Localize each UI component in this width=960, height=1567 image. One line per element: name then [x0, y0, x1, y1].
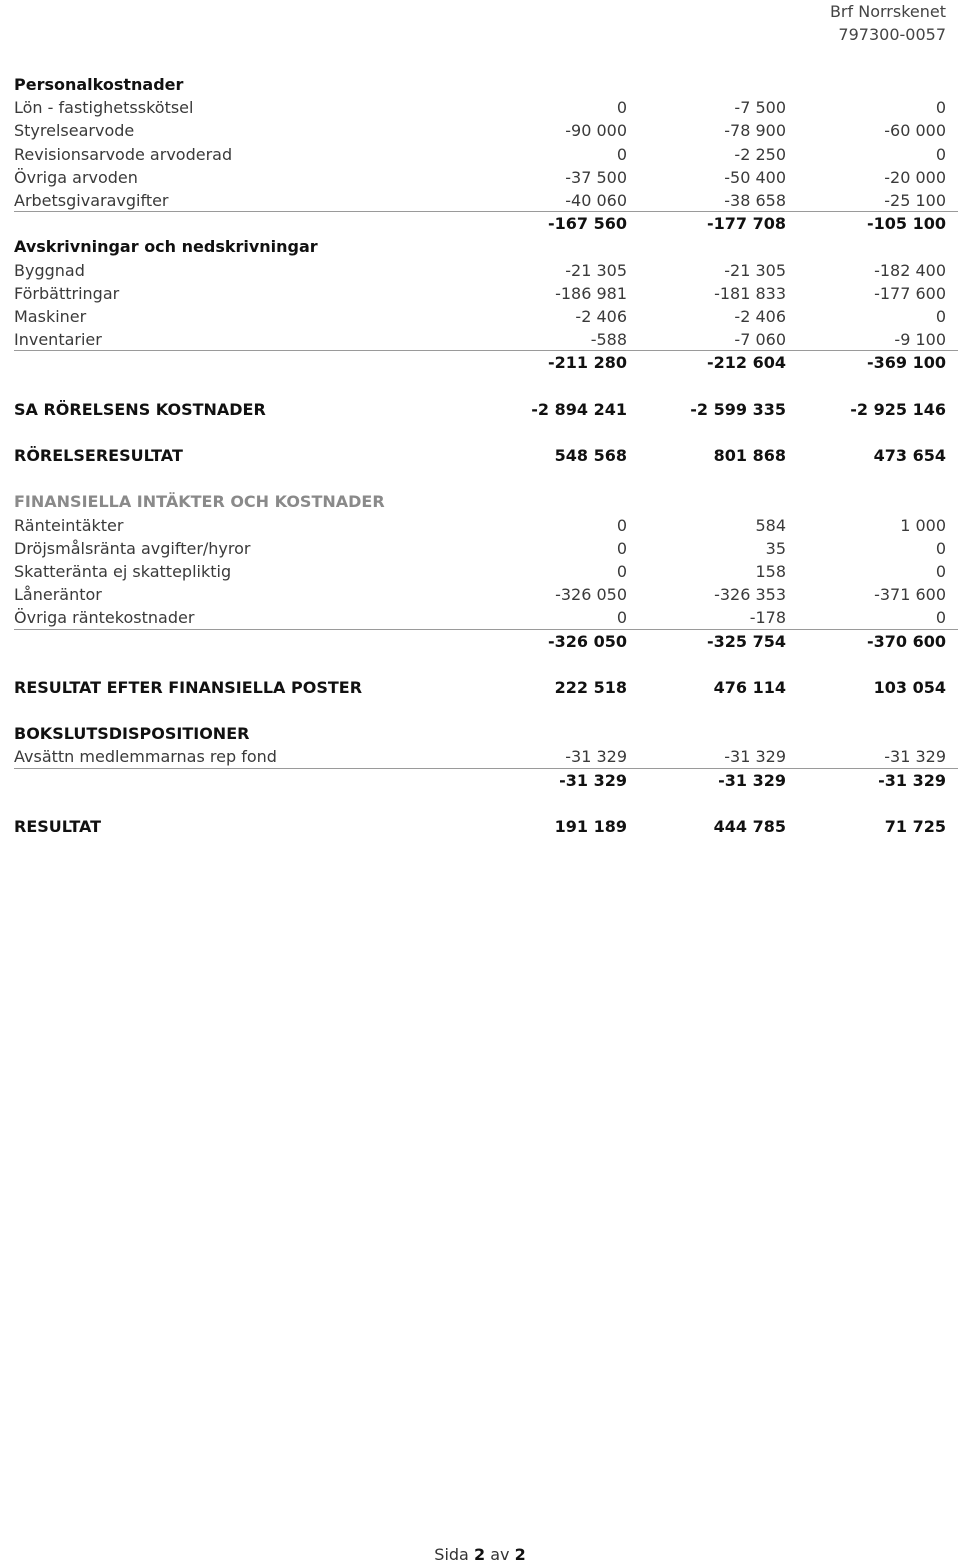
- line-item-value-col3: -60 000: [884, 121, 946, 141]
- section-total-row: [14, 212, 958, 235]
- line-item-value-col3: -25 100: [884, 190, 946, 210]
- line-item-value-col1: -37 500: [565, 167, 627, 187]
- line-item-value-col2: -21 305: [724, 260, 786, 280]
- line-item-value-col3: 0: [935, 608, 946, 628]
- line-item-row: [14, 328, 958, 351]
- section-total-value-col1: -31 329: [559, 770, 627, 790]
- page-prefix: Sida: [434, 1545, 469, 1564]
- line-item-row: [14, 282, 958, 305]
- summary-value-col3: 473 654: [873, 446, 946, 465]
- line-item-label: Övriga arvoden: [14, 167, 138, 187]
- line-item-value-col1: -326 050: [555, 585, 627, 605]
- line-item-value-col1: 0: [616, 515, 627, 535]
- section-total-value-col2: -325 754: [706, 631, 786, 651]
- line-item-label: Byggnad: [14, 260, 85, 280]
- summary-value-col3: 71 725: [884, 817, 946, 836]
- line-item-value-col2: -2 406: [734, 306, 786, 326]
- summary-label: RESULTAT EFTER FINANSIELLA POSTER: [14, 677, 363, 697]
- line-item-value-col2: -31 329: [724, 747, 786, 767]
- current-page: 2: [473, 1545, 486, 1564]
- summary-label: RESULTAT: [14, 817, 102, 836]
- line-item-value-col2: -7 060: [734, 330, 786, 350]
- spacer: [14, 467, 958, 490]
- line-item-value-col2: -7 500: [734, 98, 786, 118]
- line-item-value-col2: -38 658: [724, 190, 786, 210]
- section-total-value-col2: -31 329: [718, 770, 786, 790]
- line-item-value-col2: -181 833: [714, 283, 786, 303]
- line-item-row: [14, 583, 958, 606]
- line-item-row: [14, 537, 958, 560]
- section-heading: [14, 722, 958, 745]
- line-item-label: Övriga räntekostnader: [14, 608, 195, 628]
- line-item-value-col1: 0: [616, 608, 627, 628]
- line-item-value-col1: -40 060: [565, 190, 627, 210]
- summary-value-col2: 801 868: [713, 446, 786, 465]
- line-item-row: [14, 259, 958, 282]
- line-item-value-col2: 584: [755, 515, 786, 535]
- organization-name: Brf Norrskenet: [829, 2, 946, 21]
- spacer: [14, 421, 958, 444]
- line-item-label: Arbetsgivaravgifter: [14, 190, 169, 210]
- line-item-value-col3: 0: [935, 561, 946, 581]
- line-item-value-col3: -177 600: [874, 283, 946, 303]
- line-item-label: Skatteränta ej skattepliktig: [14, 561, 232, 581]
- summary-row: [14, 815, 958, 838]
- spacer: [14, 653, 958, 676]
- organization-number: 797300-0057: [838, 25, 946, 44]
- line-item-label: Låneräntor: [14, 585, 102, 605]
- summary-value-col1: 548 568: [554, 446, 627, 465]
- section-total-value-col1: -326 050: [547, 631, 627, 651]
- line-item-row: [14, 514, 958, 537]
- line-item-value-col3: 1 000: [900, 515, 946, 535]
- line-item-value-col3: 0: [935, 98, 946, 118]
- line-item-value-col1: -21 305: [565, 260, 627, 280]
- section-heading-label: BOKSLUTSDISPOSITIONER: [14, 724, 250, 744]
- line-item-value-col2: -326 353: [714, 585, 786, 605]
- line-item-value-col2: -78 900: [724, 121, 786, 141]
- line-item-value-col3: 0: [935, 306, 946, 326]
- line-item-value-col1: 0: [616, 561, 627, 581]
- document-header: [830, 0, 946, 46]
- line-item-value-col1: -2 406: [575, 306, 627, 326]
- section-total-value-col3: -105 100: [866, 214, 946, 234]
- line-item-row: [14, 119, 958, 142]
- income-statement: [14, 73, 958, 838]
- spacer: [14, 699, 958, 722]
- line-item-label: Styrelsearvode: [14, 121, 135, 141]
- section-total-value-col1: -211 280: [547, 353, 627, 373]
- section-total-value-col2: -177 708: [706, 214, 786, 234]
- spacer: [14, 792, 958, 815]
- line-item-value-col1: -186 981: [555, 283, 627, 303]
- summary-row: [14, 444, 958, 467]
- summary-label: RÖRELSERESULTAT: [14, 446, 183, 465]
- line-item-row: [14, 143, 958, 166]
- section-total-value-col3: -31 329: [878, 770, 946, 790]
- summary-value-col2: 476 114: [713, 677, 786, 697]
- section-heading-label: Personalkostnader: [14, 75, 184, 94]
- section-total-value-col2: -212 604: [706, 353, 786, 373]
- line-item-value-col3: -182 400: [874, 260, 946, 280]
- line-item-label: Maskiner: [14, 306, 87, 326]
- summary-value-col1: -2 894 241: [531, 399, 627, 419]
- line-item-row: [14, 189, 958, 212]
- line-item-value-col3: 0: [935, 144, 946, 164]
- section-total-row: [14, 630, 958, 653]
- summary-value-col3: -2 925 146: [850, 399, 946, 419]
- line-item-value-col2: -178: [749, 608, 786, 628]
- section-heading: [14, 490, 958, 513]
- summary-value-col2: -2 599 335: [690, 399, 786, 419]
- section-total-value-col3: -370 600: [866, 631, 946, 651]
- line-item-value-col2: -50 400: [724, 167, 786, 187]
- line-item-label: Dröjsmålsränta avgifter/hyror: [14, 538, 251, 558]
- section-heading-label: Avskrivningar och nedskrivningar: [14, 237, 318, 257]
- line-item-value-col1: -31 329: [565, 747, 627, 767]
- line-item-label: Avsättn medlemmarnas rep fond: [14, 747, 277, 767]
- spacer: [14, 374, 958, 397]
- line-item-value-col3: -9 100: [894, 330, 946, 350]
- summary-row: [14, 676, 958, 699]
- line-item-value-col2: 158: [755, 561, 786, 581]
- line-item-value-col1: 0: [616, 144, 627, 164]
- line-item-value-col3: -20 000: [884, 167, 946, 187]
- line-item-value-col1: 0: [616, 98, 627, 118]
- section-total-row: [14, 769, 958, 792]
- page-separator: av: [490, 1545, 510, 1564]
- line-item-row: [14, 745, 958, 768]
- line-item-row: [14, 606, 958, 629]
- line-item-label: Lön - fastighetsskötsel: [14, 98, 194, 118]
- summary-label: SA RÖRELSENS KOSTNADER: [14, 399, 266, 419]
- line-item-label: Revisionsarvode arvoderad: [14, 144, 233, 164]
- line-item-label: Förbättringar: [14, 283, 120, 303]
- line-item-value-col3: -371 600: [874, 585, 946, 605]
- section-total-row: [14, 351, 958, 374]
- summary-value-col2: 444 785: [713, 817, 786, 836]
- summary-value-col1: 222 518: [554, 677, 627, 697]
- section-total-value-col1: -167 560: [547, 214, 627, 234]
- page-footer: [0, 1545, 960, 1564]
- line-item-label: Ränteintäkter: [14, 515, 124, 535]
- summary-row: [14, 398, 958, 421]
- line-item-row: [14, 305, 958, 328]
- line-item-row: [14, 560, 958, 583]
- summary-value-col1: 191 189: [554, 817, 627, 836]
- section-heading-label: FINANSIELLA INTÄKTER OCH KOSTNADER: [14, 492, 385, 512]
- summary-value-col3: 103 054: [873, 677, 946, 697]
- line-item-label: Inventarier: [14, 330, 102, 350]
- line-item-value-col3: 0: [935, 538, 946, 558]
- line-item-value-col3: -31 329: [884, 747, 946, 767]
- line-item-value-col2: -2 250: [734, 144, 786, 164]
- line-item-value-col1: -90 000: [565, 121, 627, 141]
- line-item-value-col1: -588: [590, 330, 627, 350]
- section-heading: [14, 73, 958, 96]
- line-item-value-col2: 35: [765, 538, 786, 558]
- line-item-value-col1: 0: [616, 538, 627, 558]
- section-total-value-col3: -369 100: [866, 353, 946, 373]
- section-heading: [14, 235, 958, 258]
- line-item-row: [14, 96, 958, 119]
- total-pages: 2: [514, 1545, 526, 1564]
- line-item-row: [14, 166, 958, 189]
